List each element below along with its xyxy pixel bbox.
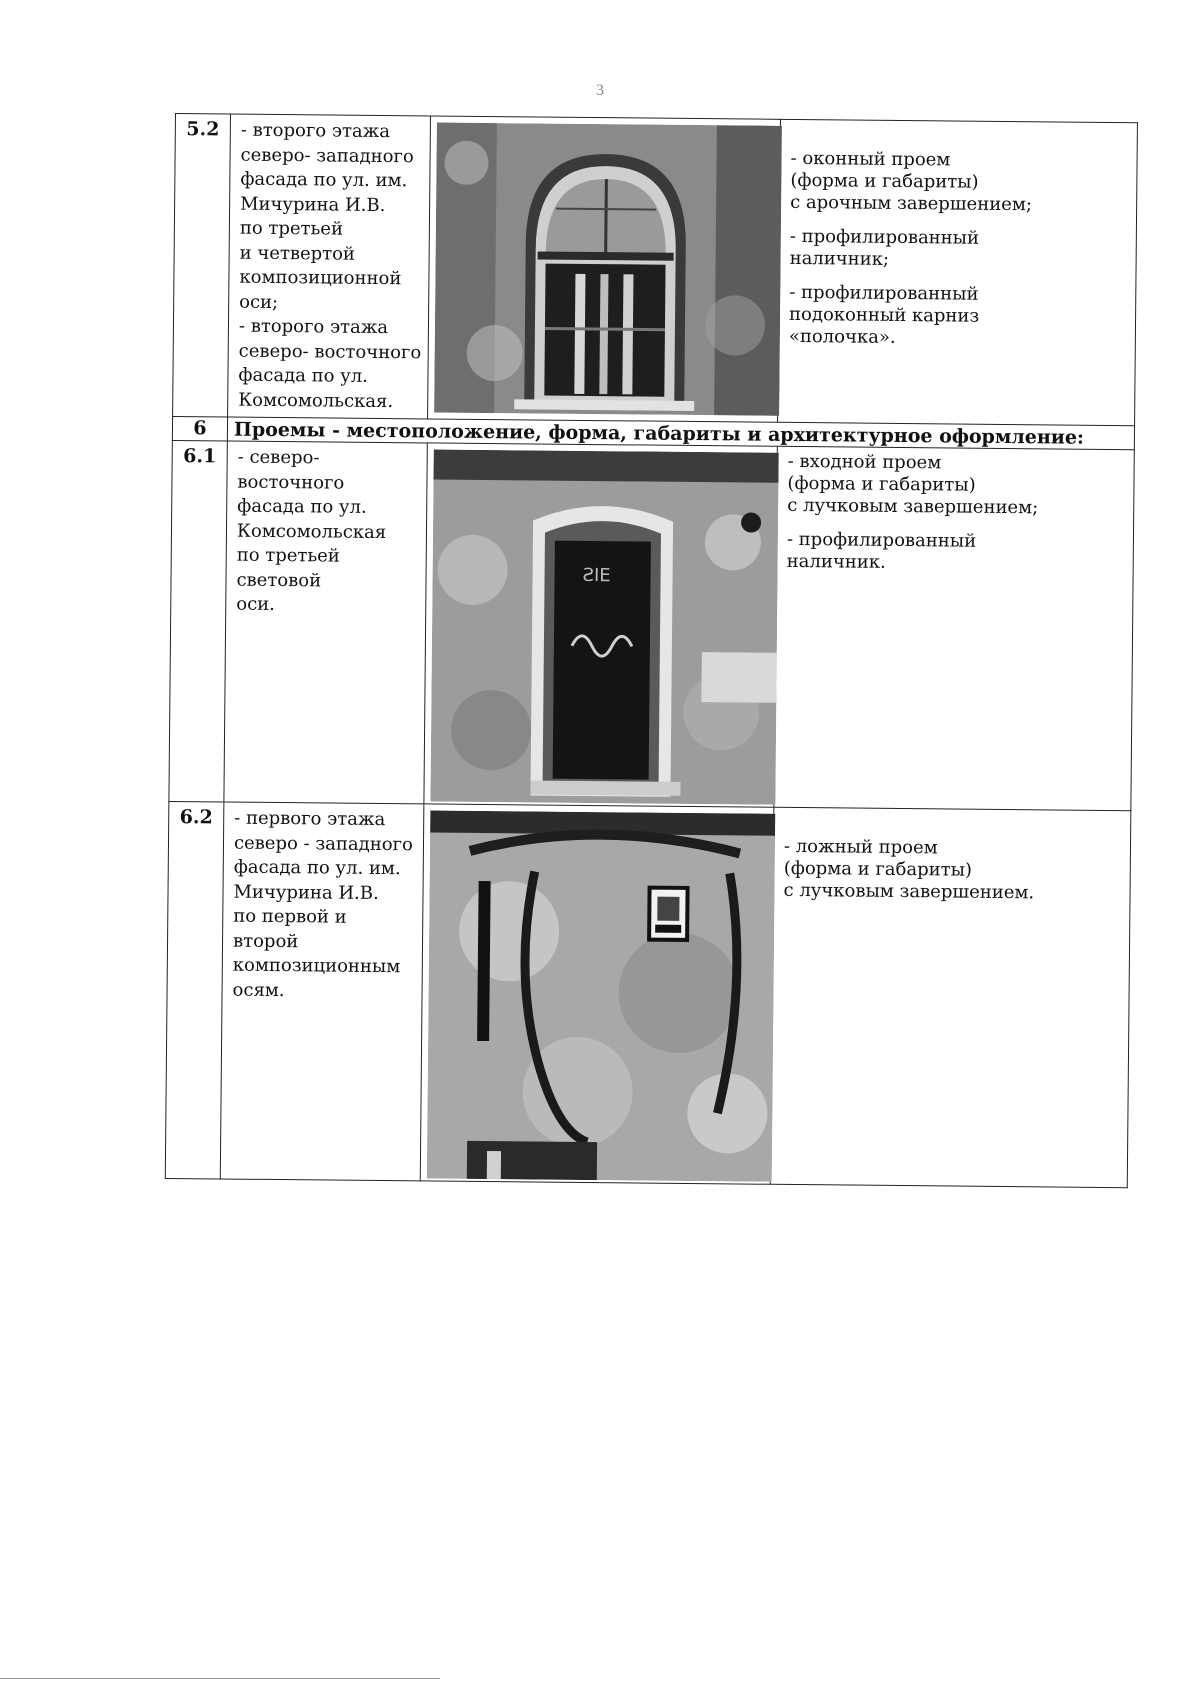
arched-window-photo <box>434 123 782 416</box>
location-text: - северо-восточного фасада по ул. Комсомольская по третьей световой оси. <box>224 441 427 804</box>
section-number: 6 <box>172 416 227 441</box>
scan-edge-line <box>0 1678 440 1679</box>
row-number: 6.2 <box>165 801 224 1179</box>
entrance-door-photo <box>430 449 778 804</box>
description-item: - профилированный наличник. <box>786 528 977 573</box>
description-item: - профилированный подоконный карниз «полочка». <box>788 281 980 348</box>
photo-cell <box>428 116 781 422</box>
row-number: 6.1 <box>169 440 227 802</box>
description-item: - оконный проем (форма и габариты) с арочным завершением; <box>790 147 1033 216</box>
row-number: 5.2 <box>173 114 231 418</box>
photo-cell <box>420 804 774 1184</box>
description-cell <box>774 446 1134 810</box>
table-row <box>169 440 1134 810</box>
page-number: 3 <box>596 82 604 99</box>
location-text: - первого этажа северо - западного фасада по ул. им. Мичурина И.В. по первой и второй композиционным осям. <box>220 802 424 1181</box>
description-item: - профилированный наличник; <box>789 225 980 270</box>
description-cell <box>778 119 1138 425</box>
description-item: - ложный проем (форма и габариты) с лучковым завершением. <box>783 835 1035 904</box>
location-text: - второго этажа северо- западного фасада по ул. им. Мичурина И.В. по третьей и четвертой композиционной оси; - второго этажа северо- восточного фасада по ул. Комсомольская. <box>228 114 431 419</box>
section-title: Проемы - местоположение, форма, габариты и архитектурное оформление: <box>227 417 1134 450</box>
table-row <box>165 801 1131 1187</box>
table-row <box>173 114 1138 426</box>
svg-text:ƧIE: ƧIE <box>582 564 611 587</box>
false-opening-photo <box>427 810 776 1181</box>
description-cell <box>770 807 1131 1187</box>
photo-cell <box>424 443 777 807</box>
heritage-elements-table <box>165 113 1137 1188</box>
description-item: - входной проем (форма и габариты) с лучковым завершением; <box>787 450 1039 519</box>
